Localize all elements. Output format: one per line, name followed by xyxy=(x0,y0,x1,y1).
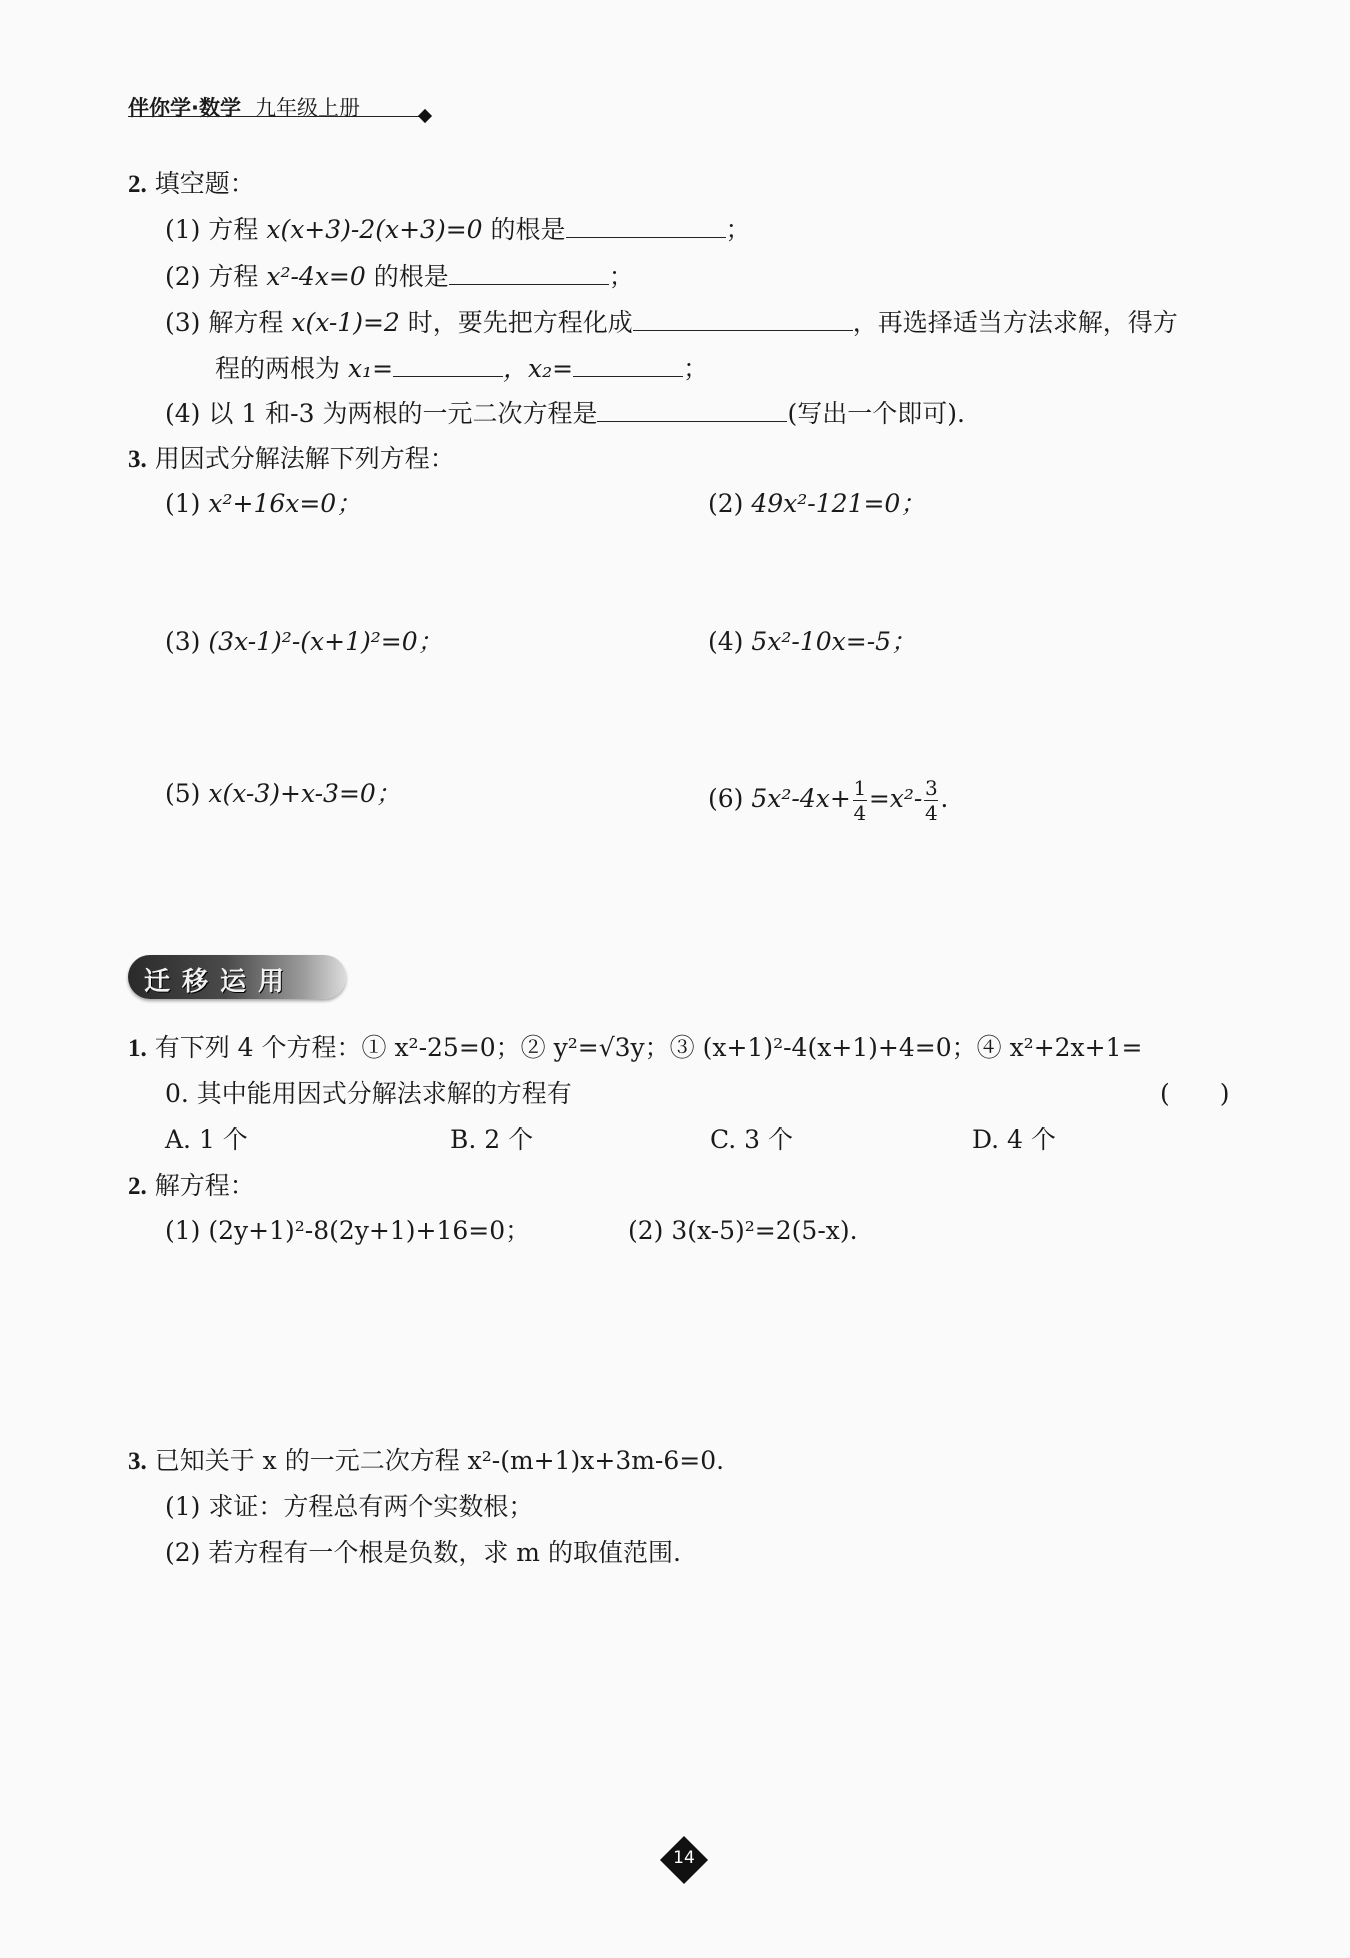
transfer-question-3-part1: (1) 求证：方程总有两个实数根； xyxy=(165,1492,534,1521)
answer-parentheses[interactable]: ( ) xyxy=(1160,1079,1230,1108)
option-c[interactable]: C. 3 个 xyxy=(710,1125,793,1154)
factor-item-6: (6) 5x²-4x+ $\frac{1}{4}$ =x²- $\frac{3}{4}$ . xyxy=(708,776,949,825)
option-b[interactable]: B. 2 个 xyxy=(450,1125,534,1154)
factor-item-3: (3) (3x-1)²-(x+1)²=0； xyxy=(165,627,443,656)
question-2-heading: 2. 填空题： xyxy=(128,169,255,198)
fill-question-3-line2: 程的两根为 x₁= ，x₂= ； xyxy=(215,354,709,383)
answer-blank[interactable] xyxy=(633,306,853,331)
answer-blank[interactable] xyxy=(573,352,683,377)
option-a[interactable]: A. 1 个 xyxy=(165,1125,248,1154)
transfer-question-2-heading: 2. 解方程： xyxy=(128,1171,255,1200)
header-diamond-icon xyxy=(418,109,432,123)
factor-item-2: (2) 49x²-121=0； xyxy=(708,489,926,518)
answer-blank[interactable] xyxy=(449,260,609,285)
fill-question-4: (4) 以 1 和-3 为两根的一元二次方程是 (写出一个即可). xyxy=(165,399,965,428)
book-subtitle: 九年级上册 xyxy=(254,96,360,120)
running-header xyxy=(128,92,360,122)
factor-item-5: (5) x(x-3)+x-3=0； xyxy=(165,779,401,808)
fraction-one-quarter: $\frac{1}{4}$ xyxy=(853,776,867,825)
header-rule xyxy=(128,116,424,117)
answer-blank[interactable] xyxy=(597,397,787,422)
answer-blank[interactable] xyxy=(566,213,726,238)
fill-question-3-line1: (3) 解方程 x(x-1)=2 时，要先把方程化成 ，再选择适当方法求解，得方 xyxy=(165,308,1178,337)
transfer-question-1-line1: 1. 有下列 4 个方程：① x²-25=0；② y²=√3y；③ (x+1)²-4(x+1)+4=0；④ x²+2x+1= xyxy=(128,1033,1143,1062)
answer-blank[interactable] xyxy=(393,352,503,377)
transfer-question-3-stem: 3. 已知关于 x 的一元二次方程 x²-(m+1)x+3m-6=0. xyxy=(128,1446,725,1475)
transfer-question-3-part2: (2) 若方程有一个根是负数，求 m 的取值范围. xyxy=(165,1538,681,1567)
page-number: 14 xyxy=(673,1848,695,1868)
transfer-question-2-item2: (2) 3(x-5)²=2(5-x). xyxy=(628,1216,858,1245)
transfer-question-2-item1: (1) (2y+1)²-8(2y+1)+16=0； xyxy=(165,1216,531,1245)
page-number-badge xyxy=(660,1836,708,1884)
factor-item-4: (4) 5x²-10x=-5； xyxy=(708,627,917,656)
option-d[interactable]: D. 4 个 xyxy=(972,1125,1056,1154)
question-3-heading: 3. 用因式分解法解下列方程： xyxy=(128,444,455,473)
section-badge: 迁移运用 xyxy=(128,955,346,999)
transfer-question-1-line2: 0. 其中能用因式分解法求解的方程有 xyxy=(165,1079,572,1108)
fill-question-2: (2) 方程 x²-4x=0 的根是 ； xyxy=(165,262,634,291)
fraction-three-quarters: $\frac{3}{4}$ xyxy=(924,776,938,825)
fill-question-1: (1) 方程 x(x+3)-2(x+3)=0 的根是 ； xyxy=(165,215,751,244)
factor-item-1: (1) x²+16x=0； xyxy=(165,489,362,518)
book-title: 伴你学·数学 xyxy=(128,96,241,120)
